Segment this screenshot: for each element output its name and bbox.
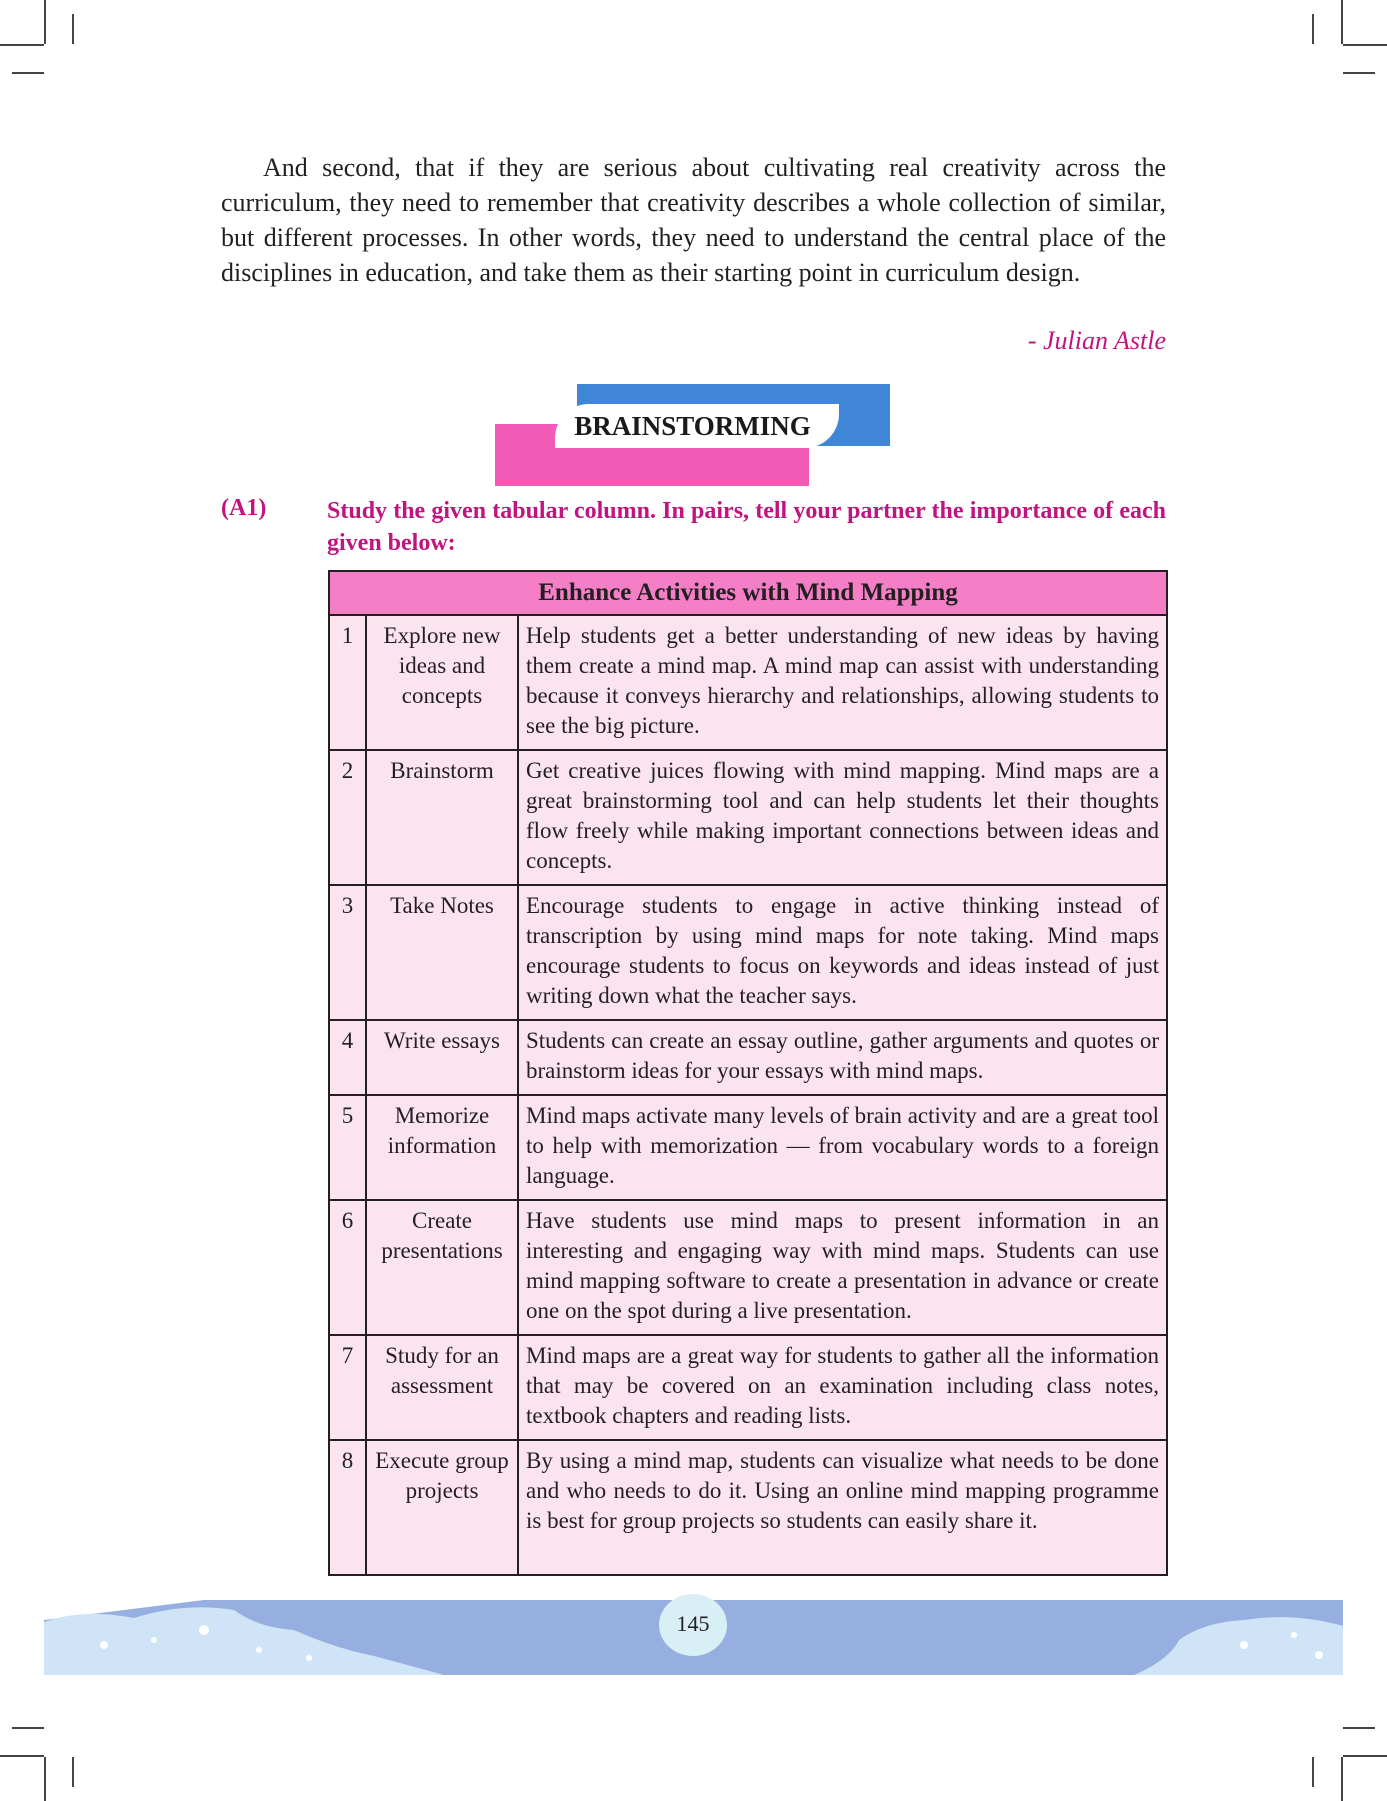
crop-mark <box>72 1757 74 1787</box>
table-row <box>329 885 1167 1020</box>
row-description: By using a mind map, students can visualize what needs to be done and who needs to do it. Using an online mind mapping programme is best for group projects so students can easily share it. <box>518 1440 1167 1575</box>
question-label: (A1) <box>221 495 267 521</box>
section-title: BRAINSTORMING <box>574 411 811 441</box>
row-description: Mind maps activate many levels of brain activity and are a great tool to help with memorization — from vocabulary words to a foreign language. <box>518 1095 1167 1200</box>
snow-dot <box>1315 1651 1323 1659</box>
crop-mark <box>12 72 44 74</box>
snow-dot <box>100 1641 108 1649</box>
table-row <box>329 750 1167 885</box>
row-description: Encourage students to engage in active thinking instead of transcription by using mind maps for note taking. Mind maps encourage students to focus on keywords and ideas instead of just writing down what the teacher says. <box>518 885 1167 1020</box>
snow-dot <box>306 1655 312 1661</box>
row-activity: Create presentations <box>366 1200 518 1335</box>
table-row <box>329 1440 1167 1575</box>
crop-mark <box>1341 1757 1343 1801</box>
crop-mark <box>72 14 74 44</box>
snow-dot <box>1240 1641 1248 1649</box>
table-row <box>329 1200 1167 1335</box>
row-activity: Study for an assessment <box>366 1335 518 1440</box>
snow-dot <box>1291 1632 1297 1638</box>
table-row <box>329 1020 1167 1095</box>
page-number: 145 <box>659 1594 727 1656</box>
row-description: Students can create an essay outline, gather arguments and quotes or brainstorm ideas for your essays with mind maps. <box>518 1020 1167 1095</box>
crop-mark <box>1343 72 1375 74</box>
row-description: Have students use mind maps to present information in an interesting and engaging way with mind maps. Students can use mind mapping software to create a presentation in advance or create one on the spot during a live presentation. <box>518 1200 1167 1335</box>
row-description: Help students get a better understanding of new ideas by having them create a mind map. A mind map can assist with understanding because it conveys hierarchy and relationships, allowing students to see the big picture. <box>518 615 1167 750</box>
row-activity: Execute group projects <box>366 1440 518 1575</box>
snow-dot <box>199 1625 209 1635</box>
crop-mark <box>0 1755 44 1757</box>
crop-mark <box>1343 1755 1387 1757</box>
row-description: Mind maps are a great way for students to gather all the information that may be covered on an examination including class notes, textbook chapters and reading lists. <box>518 1335 1167 1440</box>
crop-mark <box>1343 44 1387 46</box>
row-description: Get creative juices flowing with mind mapping. Mind maps are a great brainstorming tool and can help students let their thoughts flow freely while making important connections between ideas and concepts. <box>518 750 1167 885</box>
mind-mapping-table <box>328 570 1168 1576</box>
row-activity: Take Notes <box>366 885 518 1020</box>
crop-mark <box>1312 1757 1314 1787</box>
row-number: 4 <box>329 1020 366 1095</box>
snow-dot <box>151 1637 157 1643</box>
crop-mark <box>1341 0 1343 44</box>
crop-mark <box>12 1727 44 1729</box>
row-number: 1 <box>329 615 366 750</box>
crop-mark <box>1343 1727 1375 1729</box>
crop-mark <box>44 1757 46 1801</box>
row-number: 7 <box>329 1335 366 1440</box>
row-number: 8 <box>329 1440 366 1575</box>
question-text: Study the given tabular column. In pairs, tell your partner the importance of each given below: <box>327 498 1166 556</box>
row-activity: Write essays <box>366 1020 518 1095</box>
table-header-row <box>329 571 1167 615</box>
table-row <box>329 1095 1167 1200</box>
row-number: 6 <box>329 1200 366 1335</box>
quote-author: - Julian Astle <box>1027 326 1166 355</box>
row-number: 2 <box>329 750 366 885</box>
table-row <box>329 1335 1167 1440</box>
quote-paragraph: And second, that if they are serious about cultivating real creativity across the curriculum, they need to remember that creativity describes a whole collection of similar, but different processes. In other words, they need to understand the central place of the disciplines in education, and take them as their starting point in curriculum design. <box>221 153 1166 287</box>
row-activity: Brainstorm <box>366 750 518 885</box>
section-banner <box>495 384 890 486</box>
row-number: 3 <box>329 885 366 1020</box>
crop-mark <box>1312 14 1314 44</box>
crop-mark <box>0 44 44 46</box>
row-activity: Explore new ideas and concepts <box>366 615 518 750</box>
row-number: 5 <box>329 1095 366 1200</box>
row-activity: Memorize information <box>366 1095 518 1200</box>
snow-dot <box>256 1647 262 1653</box>
crop-mark <box>44 0 46 44</box>
table-row <box>329 615 1167 750</box>
table-title: Enhance Activities with Mind Mapping <box>329 571 1167 615</box>
